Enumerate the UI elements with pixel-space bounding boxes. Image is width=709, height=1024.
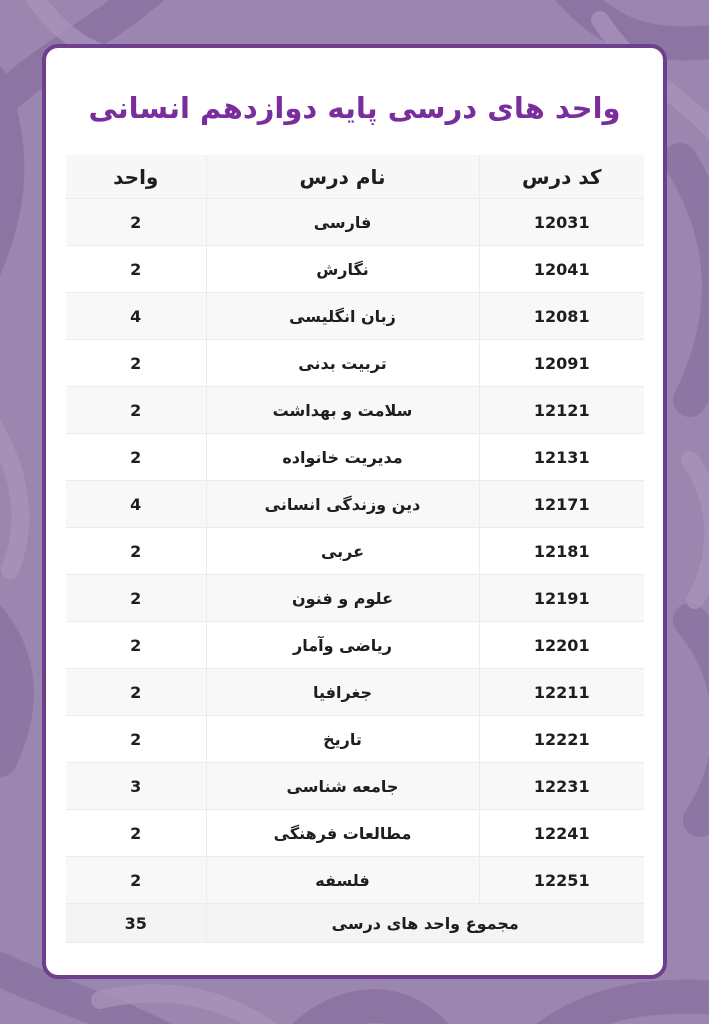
course-code-cell: 12251 <box>479 857 644 904</box>
table-header-row <box>66 155 644 199</box>
course-units-cell: 2 <box>66 340 206 387</box>
table-row <box>66 622 644 669</box>
table-row <box>66 716 644 763</box>
course-units-cell: 2 <box>66 810 206 857</box>
content-card <box>42 44 667 979</box>
course-name-cell: تاریخ <box>206 716 479 763</box>
course-units-cell: 2 <box>66 434 206 481</box>
course-name-cell: مدیریت خانواده <box>206 434 479 481</box>
course-units-cell: 2 <box>66 857 206 904</box>
table-row <box>66 575 644 622</box>
total-value: 35 <box>66 904 206 943</box>
course-units-cell: 2 <box>66 199 206 246</box>
course-code-cell: 12181 <box>479 528 644 575</box>
course-code-cell: 12201 <box>479 622 644 669</box>
table-row <box>66 340 644 387</box>
course-units-cell: 4 <box>66 481 206 528</box>
course-name-cell: دین وزندگی انسانی <box>206 481 479 528</box>
course-units-cell: 2 <box>66 387 206 434</box>
table-body <box>66 199 644 943</box>
course-name-cell: فارسی <box>206 199 479 246</box>
course-units-cell: 2 <box>66 716 206 763</box>
table-row <box>66 669 644 716</box>
total-label: مجموع واحد های درسی <box>206 904 644 943</box>
course-name-cell: مطالعات فرهنگی <box>206 810 479 857</box>
course-name-cell: تربیت بدنی <box>206 340 479 387</box>
course-code-cell: 12171 <box>479 481 644 528</box>
page-title: واحد های درسی پایه دوازدهم انسانی <box>88 91 621 125</box>
course-code-cell: 12121 <box>479 387 644 434</box>
table-row <box>66 434 644 481</box>
table-row <box>66 528 644 575</box>
table-row <box>66 293 644 340</box>
course-units-cell: 2 <box>66 246 206 293</box>
course-code-cell: 12191 <box>479 575 644 622</box>
header-course-name: نام درس <box>206 155 479 199</box>
course-name-cell: ریاضی وآمار <box>206 622 479 669</box>
course-name-cell: فلسفه <box>206 857 479 904</box>
course-units-cell: 2 <box>66 528 206 575</box>
course-name-cell: عربی <box>206 528 479 575</box>
course-name-cell: جغرافیا <box>206 669 479 716</box>
table-row <box>66 810 644 857</box>
course-units-table <box>66 155 644 943</box>
course-name-cell: سلامت و بهداشت <box>206 387 479 434</box>
course-units-cell: 3 <box>66 763 206 810</box>
course-code-cell: 12031 <box>479 199 644 246</box>
table-row <box>66 387 644 434</box>
table-row <box>66 246 644 293</box>
total-row <box>66 904 644 943</box>
header-course-code: کد درس <box>479 155 644 199</box>
header-units: واحد <box>66 155 206 199</box>
course-name-cell: جامعه شناسی <box>206 763 479 810</box>
course-code-cell: 12211 <box>479 669 644 716</box>
course-code-cell: 12091 <box>479 340 644 387</box>
course-name-cell: علوم و فنون <box>206 575 479 622</box>
course-code-cell: 12231 <box>479 763 644 810</box>
table-row <box>66 481 644 528</box>
course-code-cell: 12041 <box>479 246 644 293</box>
course-name-cell: زبان انگلیسی <box>206 293 479 340</box>
course-code-cell: 12131 <box>479 434 644 481</box>
course-units-cell: 2 <box>66 669 206 716</box>
course-units-cell: 4 <box>66 293 206 340</box>
course-units-cell: 2 <box>66 575 206 622</box>
course-code-cell: 12081 <box>479 293 644 340</box>
course-code-cell: 12241 <box>479 810 644 857</box>
table-row <box>66 763 644 810</box>
course-units-cell: 2 <box>66 622 206 669</box>
course-name-cell: نگارش <box>206 246 479 293</box>
course-code-cell: 12221 <box>479 716 644 763</box>
table-row <box>66 857 644 904</box>
table-row <box>66 199 644 246</box>
